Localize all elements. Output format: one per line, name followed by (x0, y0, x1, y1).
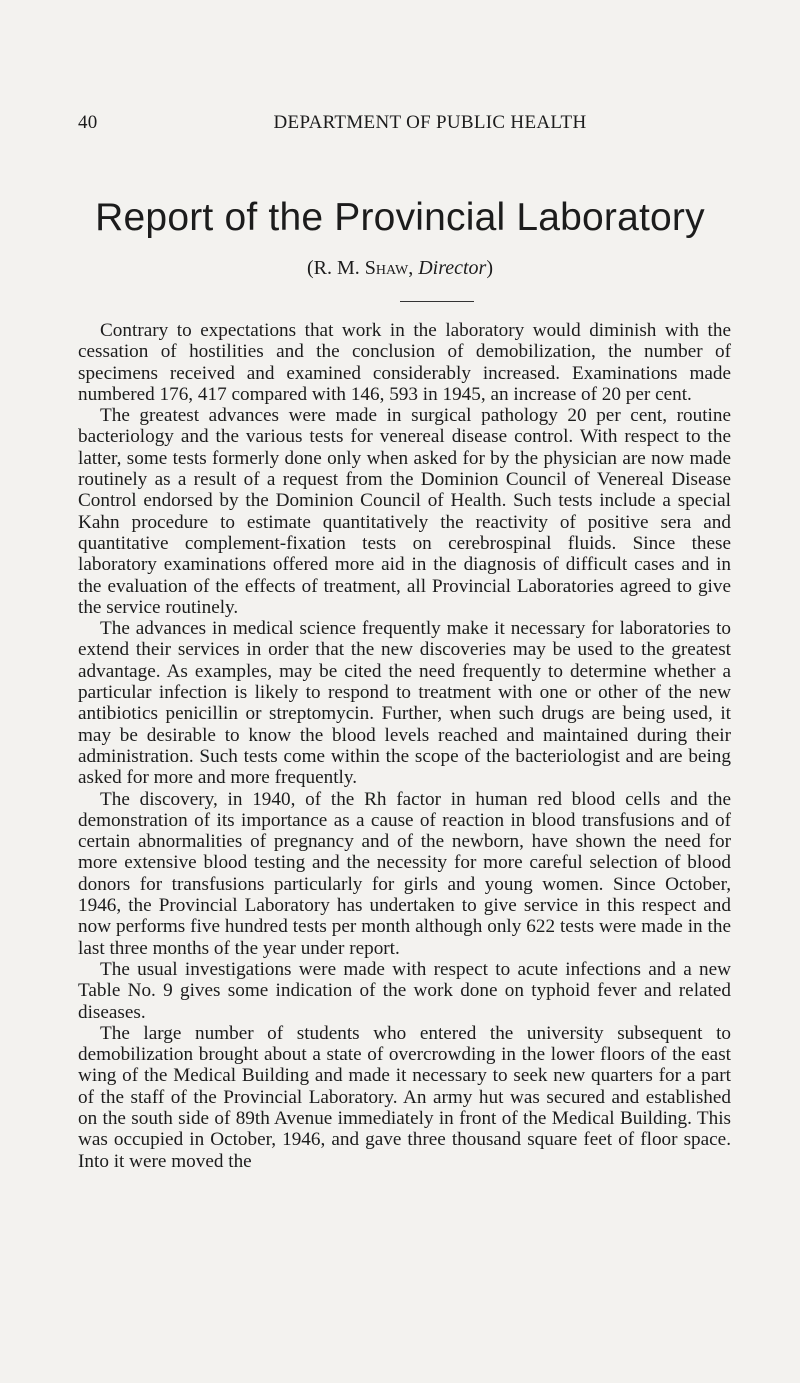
paragraph: Contrary to expectations that work in the laboratory would diminish with the cessation of hostilities and the conclusion of demobilization, the number of specimens received and examined considerably increased. Examinations made numbered 176, 417 compared with 146, 593 in 1945, an increase of 20 per cent. (78, 320, 731, 405)
paragraph: The discovery, in 1940, of the Rh factor in human red blood cells and the demonstration of its importance as a cause of reaction in blood transfusions and of certain abnormalities of pregnancy and of the newborn, have shown the need for more extensive blood testing and the necessity for more careful selection of blood donors for transfusions particularly for girls and young women. Since October, 1946, the Provincial Laboratory has undertaken to give service in this respect and now performs five hundred tests per month although only 622 tests were made in the last three months of the year under report. (78, 788, 731, 959)
page-number: 40 (78, 112, 98, 133)
paragraph: The usual investigations were made with respect to acute infections and a new Table No. 9 gives some indication of the work done on typhoid fever and related diseases. (78, 958, 731, 1023)
section-divider (400, 301, 474, 302)
report-byline (0, 257, 800, 280)
paragraph: The large number of students who entered the university subsequent to demobilization brought about a state of overcrowding in the lower floors of the east wing of the Medical Building and made it necessary to seek new quarters for a part of the staff of the Provincial Laboratory. An army hut was secured and established on the south side of 89th Avenue immediately in front of the Medical Building. This was occupied in October, 1946, and gave three thousand square feet of floor space. Into it were moved the (78, 1022, 731, 1172)
byline-role: Director (418, 257, 487, 279)
report-title: Report of the Provincial Laboratory (95, 196, 705, 239)
body-text (78, 320, 731, 1172)
byline-separator: , (408, 257, 419, 279)
byline-open: (R. M. (306, 257, 365, 279)
running-title: DEPARTMENT OF PUBLIC HEALTH (273, 112, 587, 133)
byline-name: Shaw (364, 257, 409, 279)
byline-close: ) (486, 257, 494, 279)
running-header (78, 112, 722, 136)
paragraph: The advances in medical science frequently make it necessary for laboratories to extend their services in order that the new discoveries may be used to the greatest advantage. As examples, may be cited the need frequently to determine whether a particular infection is likely to respond to treatment with one or other of the new antibiotics penicillin or streptomycin. Further, when such drugs are being used, it may be desirable to know the blood levels reached and maintained during their administration. Such tests come within the scope of the bacteriologist and are being asked for more and more frequently. (78, 618, 731, 789)
paragraph: The greatest advances were made in surgical pathology 20 per cent, routine bacteriology and the various tests for venereal disease control. With respect to the latter, some tests formerly done only when asked for by the physician are now made routinely as a result of a request from the Dominion Council of Venereal Disease Control endorsed by the Dominion Council of Health. Such tests include a special Kahn procedure to estimate quantitatively the reactivity of positive sera and quantitative complement-fixation tests on cerebrospinal fluids. Since these laboratory examinations offered more aid in the diagnosis of difficult cases and in the evaluation of the effects of treatment, all Provincial Laboratories agreed to give the service routinely. (78, 405, 731, 618)
